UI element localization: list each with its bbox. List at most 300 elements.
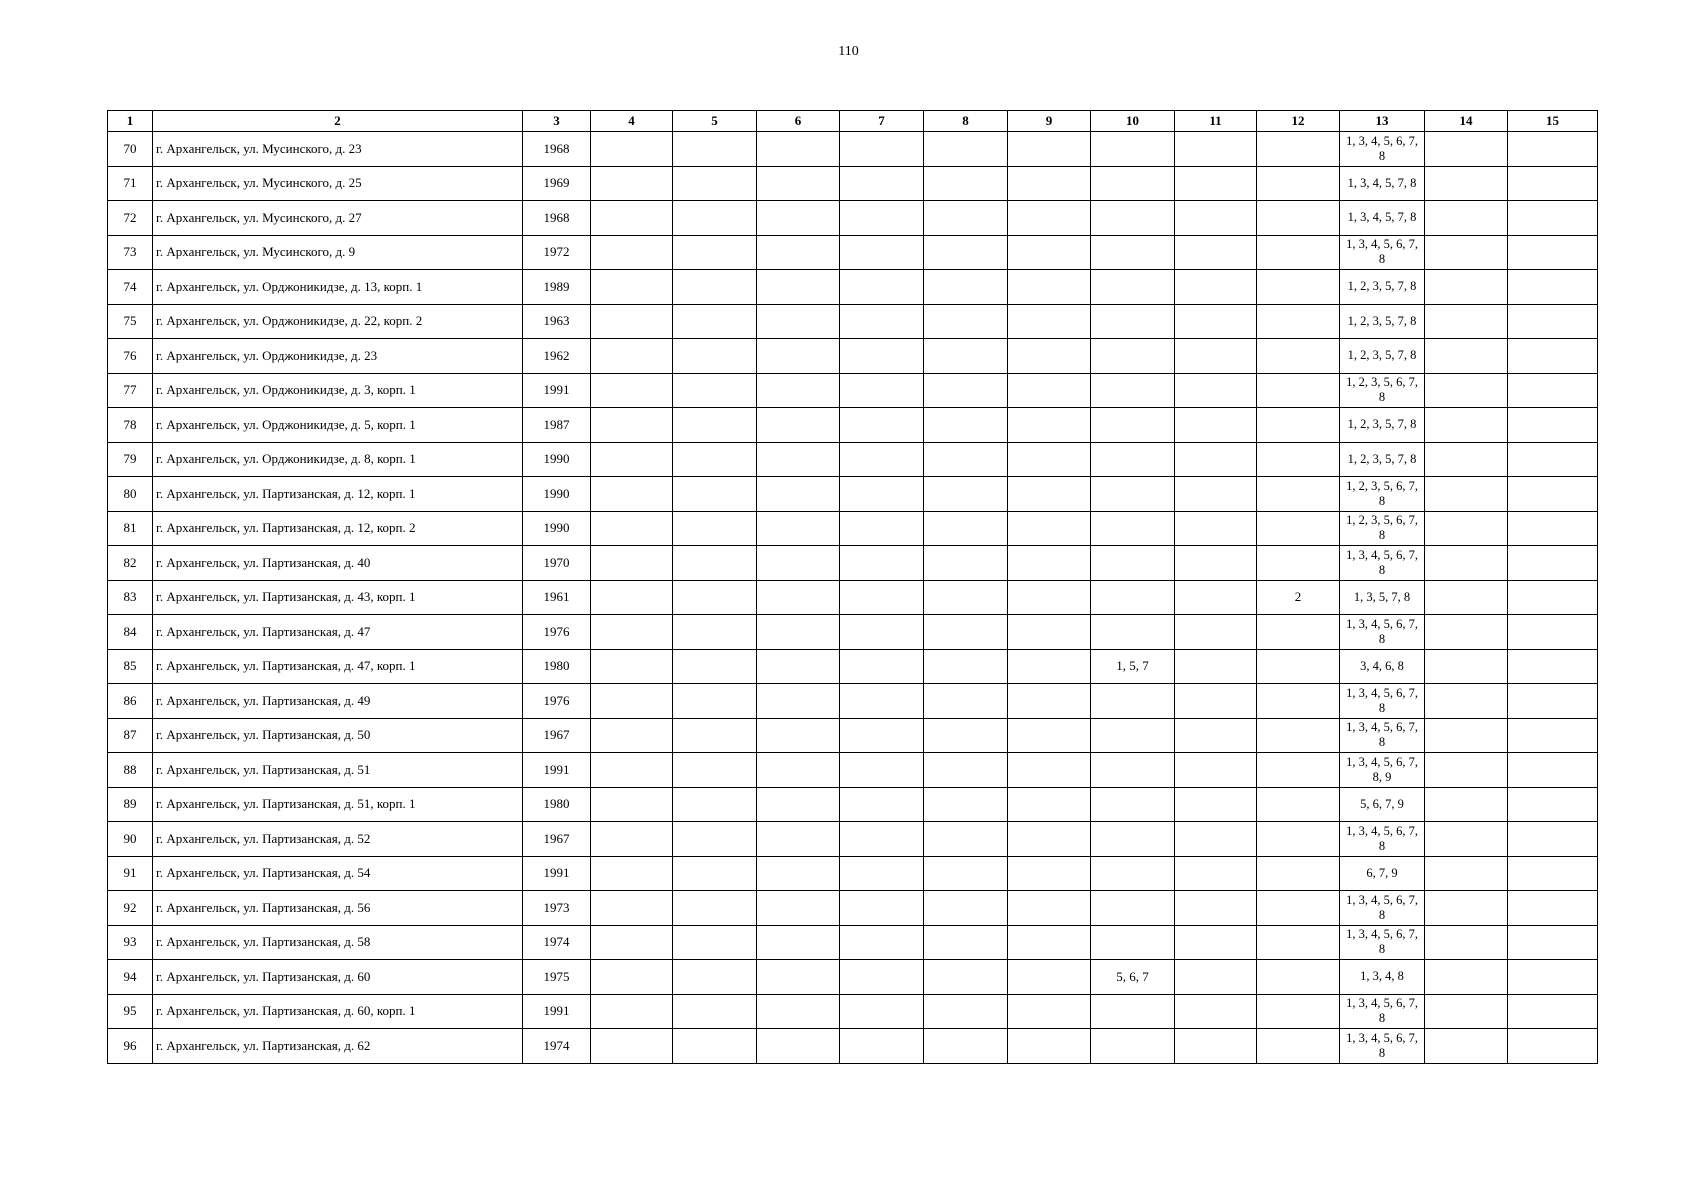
cell-col-4 [591, 580, 673, 615]
cell-col-8 [924, 960, 1008, 995]
cell-col-8 [924, 753, 1008, 788]
cell-col-7 [840, 442, 924, 477]
cell-col-13: 1, 3, 4, 8 [1340, 960, 1425, 995]
cell-col-11 [1175, 718, 1257, 753]
cell-col-10 [1091, 925, 1175, 960]
column-header: 5 [673, 111, 757, 132]
cell-col-9 [1008, 373, 1091, 408]
cell-col-12 [1257, 891, 1340, 926]
cell-col-12 [1257, 546, 1340, 581]
address-cell: г. Архангельск, ул. Орджоникидзе, д. 13, корп. 1 [153, 270, 523, 305]
cell-col-15 [1508, 373, 1598, 408]
cell-col-4 [591, 753, 673, 788]
year-cell: 1962 [523, 339, 591, 374]
cell-col-10 [1091, 891, 1175, 926]
cell-col-15 [1508, 442, 1598, 477]
table-row [108, 132, 1598, 167]
cell-col-4 [591, 477, 673, 512]
row-number-cell: 88 [108, 753, 153, 788]
cell-col-7 [840, 477, 924, 512]
cell-col-8 [924, 546, 1008, 581]
column-header: 1 [108, 111, 153, 132]
table-row [108, 891, 1598, 926]
year-cell: 1967 [523, 822, 591, 857]
cell-col-10 [1091, 166, 1175, 201]
cell-col-9 [1008, 408, 1091, 443]
column-header: 10 [1091, 111, 1175, 132]
cell-col-10 [1091, 477, 1175, 512]
cell-col-13: 1, 2, 3, 5, 6, 7, 8 [1340, 511, 1425, 546]
cell-col-15 [1508, 132, 1598, 167]
cell-col-13: 1, 3, 4, 5, 6, 7, 8 [1340, 822, 1425, 857]
row-number-cell: 71 [108, 166, 153, 201]
cell-col-12 [1257, 477, 1340, 512]
row-number-cell: 70 [108, 132, 153, 167]
cell-col-5 [673, 580, 757, 615]
cell-col-13: 1, 3, 4, 5, 6, 7, 8 [1340, 994, 1425, 1029]
cell-col-4 [591, 615, 673, 650]
cell-col-15 [1508, 649, 1598, 684]
cell-col-14 [1425, 718, 1508, 753]
cell-col-11 [1175, 339, 1257, 374]
cell-col-12 [1257, 994, 1340, 1029]
row-number-cell: 96 [108, 1029, 153, 1064]
cell-col-9 [1008, 546, 1091, 581]
cell-col-11 [1175, 615, 1257, 650]
cell-col-12 [1257, 442, 1340, 477]
cell-col-4 [591, 132, 673, 167]
row-number-cell: 76 [108, 339, 153, 374]
cell-col-5 [673, 235, 757, 270]
cell-col-10 [1091, 373, 1175, 408]
cell-col-15 [1508, 201, 1598, 236]
cell-col-13: 1, 3, 4, 5, 6, 7, 8 [1340, 132, 1425, 167]
cell-col-8 [924, 787, 1008, 822]
cell-col-5 [673, 615, 757, 650]
cell-col-4 [591, 925, 673, 960]
cell-col-5 [673, 787, 757, 822]
cell-col-10 [1091, 442, 1175, 477]
table-row [108, 615, 1598, 650]
year-cell: 1967 [523, 718, 591, 753]
cell-col-12 [1257, 408, 1340, 443]
year-cell: 1963 [523, 304, 591, 339]
year-cell: 1970 [523, 546, 591, 581]
cell-col-8 [924, 684, 1008, 719]
cell-col-12 [1257, 684, 1340, 719]
cell-col-5 [673, 339, 757, 374]
cell-col-11 [1175, 580, 1257, 615]
cell-col-11 [1175, 408, 1257, 443]
cell-col-15 [1508, 270, 1598, 305]
row-number-cell: 82 [108, 546, 153, 581]
cell-col-7 [840, 684, 924, 719]
cell-col-8 [924, 408, 1008, 443]
cell-col-6 [757, 235, 840, 270]
cell-col-14 [1425, 994, 1508, 1029]
column-header: 13 [1340, 111, 1425, 132]
cell-col-9 [1008, 787, 1091, 822]
address-cell: г. Архангельск, ул. Партизанская, д. 51, корп. 1 [153, 787, 523, 822]
cell-col-14 [1425, 201, 1508, 236]
cell-col-5 [673, 132, 757, 167]
cell-col-10 [1091, 304, 1175, 339]
cell-col-6 [757, 546, 840, 581]
cell-col-8 [924, 166, 1008, 201]
cell-col-9 [1008, 580, 1091, 615]
cell-col-10 [1091, 235, 1175, 270]
cell-col-7 [840, 304, 924, 339]
table-row [108, 787, 1598, 822]
row-number-cell: 87 [108, 718, 153, 753]
cell-col-7 [840, 373, 924, 408]
cell-col-12 [1257, 166, 1340, 201]
cell-col-12: 2 [1257, 580, 1340, 615]
cell-col-12 [1257, 787, 1340, 822]
cell-col-15 [1508, 753, 1598, 788]
cell-col-7 [840, 270, 924, 305]
year-cell: 1969 [523, 166, 591, 201]
cell-col-5 [673, 891, 757, 926]
row-number-cell: 73 [108, 235, 153, 270]
cell-col-8 [924, 235, 1008, 270]
cell-col-9 [1008, 1029, 1091, 1064]
cell-col-4 [591, 408, 673, 443]
cell-col-12 [1257, 304, 1340, 339]
cell-col-11 [1175, 787, 1257, 822]
cell-col-4 [591, 201, 673, 236]
cell-col-4 [591, 787, 673, 822]
column-header: 12 [1257, 111, 1340, 132]
cell-col-7 [840, 960, 924, 995]
address-cell: г. Архангельск, ул. Партизанская, д. 12, корп. 1 [153, 477, 523, 512]
cell-col-12 [1257, 235, 1340, 270]
cell-col-14 [1425, 891, 1508, 926]
cell-col-15 [1508, 511, 1598, 546]
cell-col-9 [1008, 132, 1091, 167]
cell-col-14 [1425, 822, 1508, 857]
cell-col-7 [840, 615, 924, 650]
column-header: 4 [591, 111, 673, 132]
cell-col-13: 1, 3, 4, 5, 7, 8 [1340, 166, 1425, 201]
row-number-cell: 95 [108, 994, 153, 1029]
cell-col-15 [1508, 477, 1598, 512]
cell-col-7 [840, 580, 924, 615]
cell-col-8 [924, 925, 1008, 960]
table-row [108, 166, 1598, 201]
year-cell: 1974 [523, 925, 591, 960]
cell-col-11 [1175, 822, 1257, 857]
cell-col-11 [1175, 270, 1257, 305]
cell-col-10 [1091, 615, 1175, 650]
cell-col-13: 1, 3, 4, 5, 6, 7, 8 [1340, 925, 1425, 960]
cell-col-13: 1, 3, 4, 5, 6, 7, 8 [1340, 891, 1425, 926]
cell-col-15 [1508, 235, 1598, 270]
cell-col-15 [1508, 960, 1598, 995]
cell-col-4 [591, 339, 673, 374]
cell-col-14 [1425, 684, 1508, 719]
address-cell: г. Архангельск, ул. Партизанская, д. 62 [153, 1029, 523, 1064]
year-cell: 1972 [523, 235, 591, 270]
cell-col-11 [1175, 856, 1257, 891]
cell-col-8 [924, 373, 1008, 408]
cell-col-11 [1175, 684, 1257, 719]
cell-col-12 [1257, 373, 1340, 408]
table-row [108, 994, 1598, 1029]
column-header: 11 [1175, 111, 1257, 132]
cell-col-15 [1508, 891, 1598, 926]
cell-col-4 [591, 960, 673, 995]
cell-col-7 [840, 718, 924, 753]
cell-col-5 [673, 511, 757, 546]
cell-col-9 [1008, 235, 1091, 270]
row-number-cell: 77 [108, 373, 153, 408]
cell-col-9 [1008, 822, 1091, 857]
row-number-cell: 93 [108, 925, 153, 960]
year-cell: 1980 [523, 649, 591, 684]
cell-col-5 [673, 856, 757, 891]
address-cell: г. Архангельск, ул. Партизанская, д. 52 [153, 822, 523, 857]
cell-col-6 [757, 201, 840, 236]
address-cell: г. Архангельск, ул. Партизанская, д. 47 [153, 615, 523, 650]
table-row [108, 649, 1598, 684]
cell-col-10 [1091, 132, 1175, 167]
cell-col-5 [673, 442, 757, 477]
address-cell: г. Архангельск, ул. Партизанская, д. 60 [153, 960, 523, 995]
cell-col-14 [1425, 960, 1508, 995]
table-row [108, 960, 1598, 995]
cell-col-5 [673, 925, 757, 960]
cell-col-13: 1, 3, 4, 5, 6, 7, 8 [1340, 684, 1425, 719]
cell-col-8 [924, 304, 1008, 339]
cell-col-14 [1425, 753, 1508, 788]
table-row [108, 580, 1598, 615]
cell-col-5 [673, 1029, 757, 1064]
year-cell: 1974 [523, 1029, 591, 1064]
cell-col-6 [757, 753, 840, 788]
cell-col-6 [757, 270, 840, 305]
cell-col-6 [757, 166, 840, 201]
cell-col-7 [840, 166, 924, 201]
cell-col-15 [1508, 1029, 1598, 1064]
address-cell: г. Архангельск, ул. Орджоникидзе, д. 3, корп. 1 [153, 373, 523, 408]
cell-col-13: 6, 7, 9 [1340, 856, 1425, 891]
cell-col-14 [1425, 511, 1508, 546]
cell-col-7 [840, 132, 924, 167]
cell-col-4 [591, 304, 673, 339]
cell-col-4 [591, 235, 673, 270]
cell-col-14 [1425, 787, 1508, 822]
cell-col-9 [1008, 304, 1091, 339]
cell-col-4 [591, 270, 673, 305]
cell-col-14 [1425, 339, 1508, 374]
cell-col-5 [673, 684, 757, 719]
cell-col-9 [1008, 270, 1091, 305]
cell-col-12 [1257, 925, 1340, 960]
cell-col-4 [591, 994, 673, 1029]
row-number-cell: 75 [108, 304, 153, 339]
cell-col-10 [1091, 511, 1175, 546]
cell-col-12 [1257, 960, 1340, 995]
cell-col-12 [1257, 822, 1340, 857]
cell-col-12 [1257, 1029, 1340, 1064]
cell-col-5 [673, 373, 757, 408]
cell-col-6 [757, 511, 840, 546]
cell-col-15 [1508, 822, 1598, 857]
year-cell: 1976 [523, 684, 591, 719]
cell-col-7 [840, 787, 924, 822]
cell-col-9 [1008, 442, 1091, 477]
cell-col-10 [1091, 546, 1175, 581]
cell-col-15 [1508, 166, 1598, 201]
table-row [108, 477, 1598, 512]
year-cell: 1989 [523, 270, 591, 305]
cell-col-5 [673, 649, 757, 684]
address-cell: г. Архангельск, ул. Партизанская, д. 54 [153, 856, 523, 891]
cell-col-12 [1257, 132, 1340, 167]
cell-col-10 [1091, 822, 1175, 857]
row-number-cell: 90 [108, 822, 153, 857]
cell-col-13: 1, 3, 4, 5, 6, 7, 8 [1340, 235, 1425, 270]
row-number-cell: 89 [108, 787, 153, 822]
cell-col-15 [1508, 408, 1598, 443]
row-number-cell: 94 [108, 960, 153, 995]
cell-col-14 [1425, 856, 1508, 891]
cell-col-5 [673, 753, 757, 788]
cell-col-4 [591, 822, 673, 857]
cell-col-12 [1257, 649, 1340, 684]
cell-col-8 [924, 856, 1008, 891]
cell-col-5 [673, 960, 757, 995]
cell-col-4 [591, 546, 673, 581]
cell-col-8 [924, 649, 1008, 684]
cell-col-13: 1, 3, 4, 5, 6, 7, 8, 9 [1340, 753, 1425, 788]
cell-col-5 [673, 201, 757, 236]
cell-col-7 [840, 511, 924, 546]
table-row [108, 442, 1598, 477]
table-row [108, 511, 1598, 546]
cell-col-8 [924, 201, 1008, 236]
table-row [108, 270, 1598, 305]
cell-col-9 [1008, 960, 1091, 995]
cell-col-6 [757, 1029, 840, 1064]
cell-col-15 [1508, 615, 1598, 650]
cell-col-13: 1, 2, 3, 5, 7, 8 [1340, 304, 1425, 339]
cell-col-4 [591, 891, 673, 926]
cell-col-11 [1175, 132, 1257, 167]
row-number-cell: 84 [108, 615, 153, 650]
cell-col-13: 5, 6, 7, 9 [1340, 787, 1425, 822]
cell-col-15 [1508, 718, 1598, 753]
column-header: 9 [1008, 111, 1091, 132]
cell-col-6 [757, 132, 840, 167]
cell-col-5 [673, 477, 757, 512]
cell-col-8 [924, 580, 1008, 615]
cell-col-6 [757, 373, 840, 408]
table-row [108, 339, 1598, 374]
cell-col-5 [673, 822, 757, 857]
year-cell: 1990 [523, 477, 591, 512]
year-cell: 1991 [523, 373, 591, 408]
cell-col-11 [1175, 753, 1257, 788]
cell-col-14 [1425, 615, 1508, 650]
address-cell: г. Архангельск, ул. Партизанская, д. 58 [153, 925, 523, 960]
table-row [108, 822, 1598, 857]
cell-col-11 [1175, 235, 1257, 270]
cell-col-15 [1508, 925, 1598, 960]
address-cell: г. Архангельск, ул. Мусинского, д. 23 [153, 132, 523, 167]
cell-col-14 [1425, 304, 1508, 339]
cell-col-6 [757, 787, 840, 822]
cell-col-5 [673, 304, 757, 339]
cell-col-12 [1257, 753, 1340, 788]
cell-col-8 [924, 477, 1008, 512]
cell-col-11 [1175, 511, 1257, 546]
cell-col-6 [757, 580, 840, 615]
cell-col-6 [757, 442, 840, 477]
cell-col-8 [924, 718, 1008, 753]
year-cell: 1991 [523, 994, 591, 1029]
cell-col-5 [673, 718, 757, 753]
cell-col-10 [1091, 580, 1175, 615]
cell-col-6 [757, 856, 840, 891]
cell-col-7 [840, 649, 924, 684]
cell-col-10 [1091, 684, 1175, 719]
address-cell: г. Архангельск, ул. Орджоникидзе, д. 8, корп. 1 [153, 442, 523, 477]
address-cell: г. Архангельск, ул. Мусинского, д. 9 [153, 235, 523, 270]
cell-col-15 [1508, 580, 1598, 615]
address-cell: г. Архангельск, ул. Партизанская, д. 60, корп. 1 [153, 994, 523, 1029]
cell-col-14 [1425, 649, 1508, 684]
cell-col-5 [673, 270, 757, 305]
cell-col-4 [591, 856, 673, 891]
table-row [108, 373, 1598, 408]
address-cell: г. Архангельск, ул. Партизанская, д. 47, корп. 1 [153, 649, 523, 684]
cell-col-11 [1175, 925, 1257, 960]
table-header-row [108, 111, 1598, 132]
column-header: 7 [840, 111, 924, 132]
registry-table [107, 110, 1598, 1064]
cell-col-10 [1091, 856, 1175, 891]
cell-col-10 [1091, 339, 1175, 374]
cell-col-6 [757, 477, 840, 512]
cell-col-13: 1, 2, 3, 5, 6, 7, 8 [1340, 477, 1425, 512]
cell-col-11 [1175, 373, 1257, 408]
year-cell: 1991 [523, 856, 591, 891]
column-header: 8 [924, 111, 1008, 132]
cell-col-9 [1008, 166, 1091, 201]
cell-col-11 [1175, 891, 1257, 926]
cell-col-6 [757, 615, 840, 650]
cell-col-12 [1257, 856, 1340, 891]
cell-col-6 [757, 649, 840, 684]
table-body [108, 132, 1598, 1064]
cell-col-5 [673, 546, 757, 581]
cell-col-13: 1, 3, 4, 5, 6, 7, 8 [1340, 1029, 1425, 1064]
row-number-cell: 80 [108, 477, 153, 512]
address-cell: г. Архангельск, ул. Партизанская, д. 40 [153, 546, 523, 581]
cell-col-7 [840, 925, 924, 960]
address-cell: г. Архангельск, ул. Орджоникидзе, д. 5, корп. 1 [153, 408, 523, 443]
cell-col-11 [1175, 201, 1257, 236]
year-cell: 1990 [523, 442, 591, 477]
table-row [108, 718, 1598, 753]
cell-col-4 [591, 718, 673, 753]
cell-col-7 [840, 1029, 924, 1064]
cell-col-12 [1257, 615, 1340, 650]
year-cell: 1968 [523, 132, 591, 167]
cell-col-11 [1175, 546, 1257, 581]
